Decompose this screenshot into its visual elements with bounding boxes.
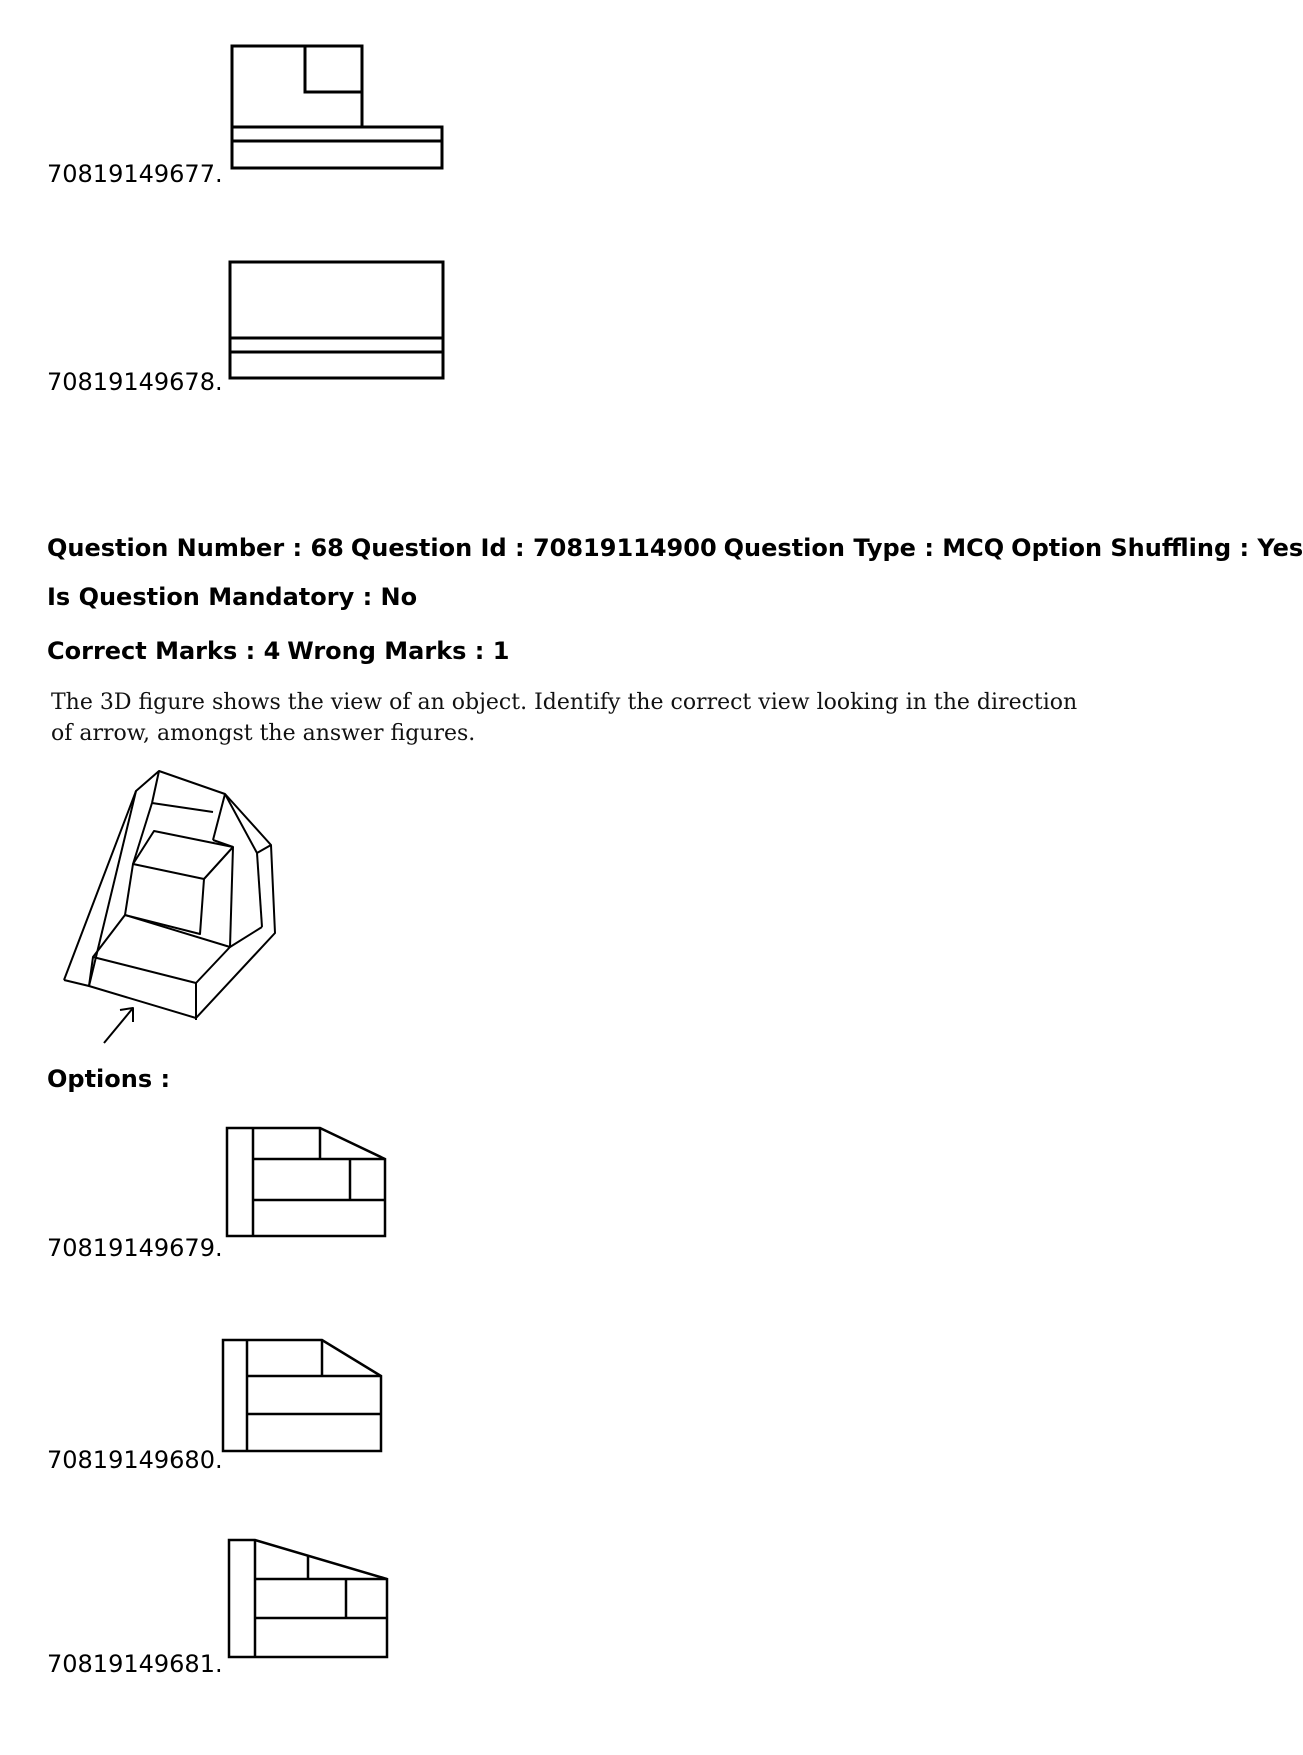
question-text-line-1: The 3D figure shows the view of an object. Identify the correct view looking in the direction [51,690,1078,715]
option-id-label[interactable]: 70819149681. [47,1650,223,1678]
question-text-line-2: of arrow, amongst the answer figures. [51,721,476,746]
option-shuffling: Option Shuffling : Yes [1011,534,1303,562]
question-mandatory: Is Question Mandatory : No [47,583,418,611]
question-number: Question Number : 68 [47,534,344,562]
option-id-label: 70819149677. [47,160,223,188]
question-id: Question Id : 70819114900 [350,534,717,562]
options-heading: Options : [47,1065,171,1093]
question-type: Question Type : MCQ [723,534,1005,562]
correct-marks: Correct Marks : 4 [47,637,281,665]
option-id-label: 70819149678. [47,368,223,396]
wrong-marks: Wrong Marks : 1 [287,637,510,665]
option-id-label[interactable]: 70819149679. [47,1234,223,1262]
option-id-label[interactable]: 70819149680. [47,1446,223,1474]
